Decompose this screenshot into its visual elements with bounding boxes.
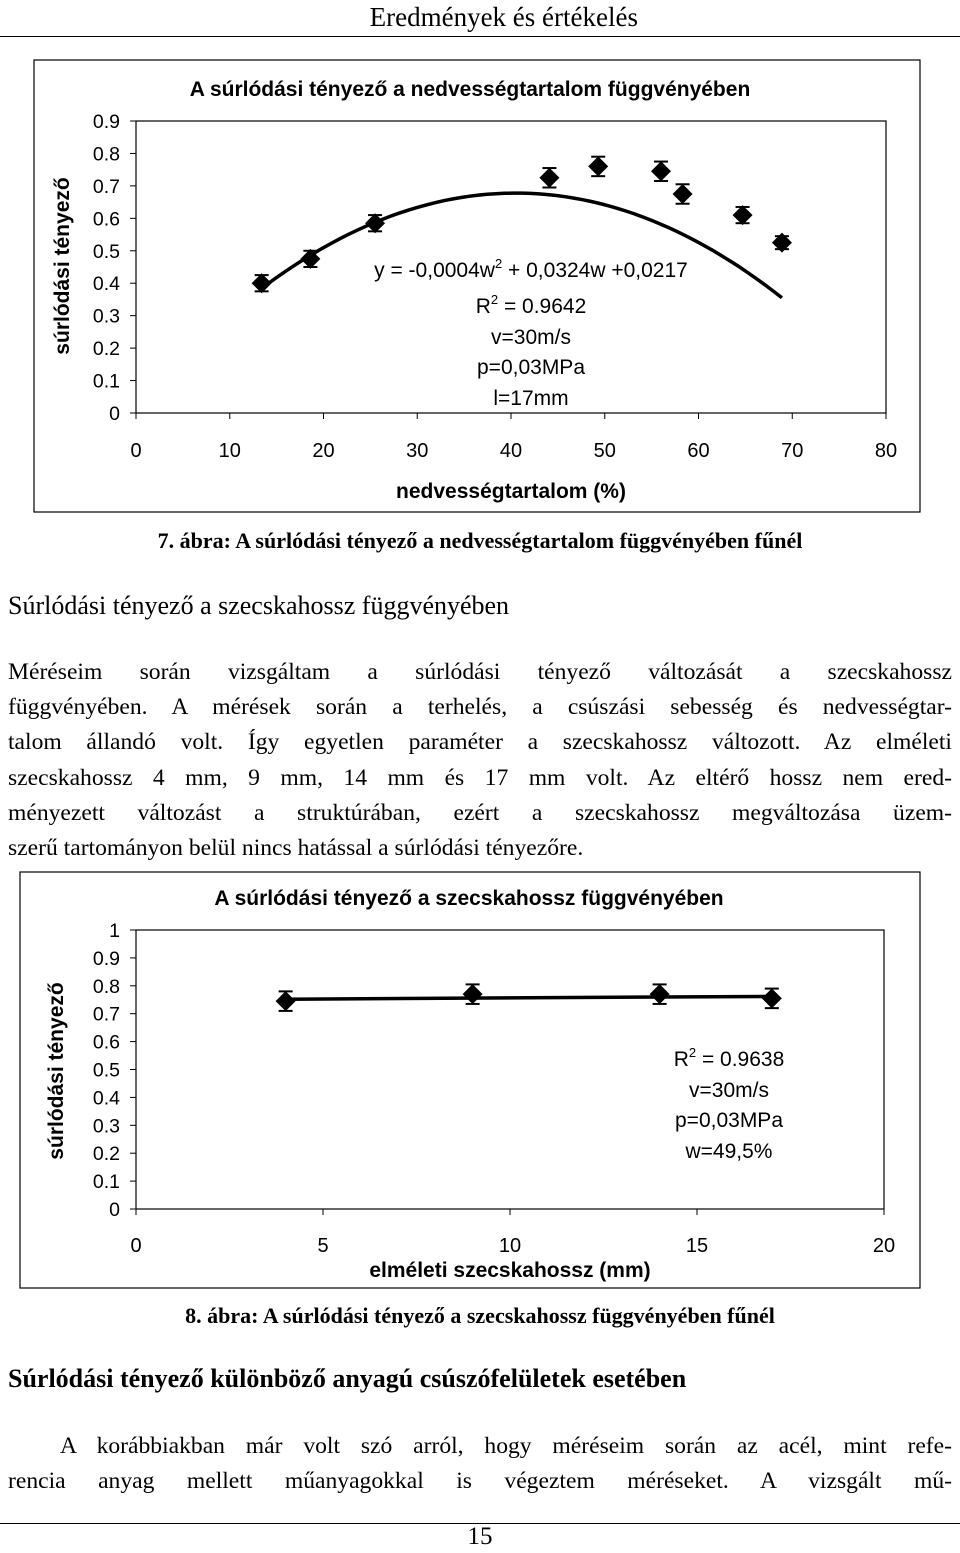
y-tick-label: 0.5 — [92, 1059, 120, 1082]
y-tick-label: 0.5 — [92, 240, 120, 263]
trendline-equation — [374, 256, 688, 282]
trendline — [262, 193, 782, 298]
superscript: 2 — [490, 292, 499, 307]
y-tick-label: 1 — [109, 920, 120, 942]
y-tick-label: 0.8 — [92, 975, 120, 998]
paragraph-line: rencia anyag mellett műanyagokkal is végeztem méréseket. A vizsgált mű- — [8, 1468, 952, 1495]
r-squared — [476, 292, 587, 318]
data-point — [733, 205, 753, 225]
x-tick-label: 60 — [687, 440, 710, 462]
x-axis-label: elméleti szecskahossz (mm) — [369, 1259, 651, 1282]
y-axis-label: súrlódási tényező — [45, 982, 68, 1160]
chart-title: A súrlódási tényező a szecskahossz függvényében — [214, 887, 724, 910]
x-tick-label: 20 — [872, 1235, 896, 1257]
y-tick-label: 0.2 — [92, 1143, 120, 1166]
data-point — [762, 988, 782, 1008]
x-tick-label: 40 — [499, 440, 523, 462]
running-header-title: Eredmények és értékelés — [369, 2, 638, 32]
x-tick-label: 10 — [498, 1235, 522, 1257]
data-point — [276, 991, 296, 1011]
y-tick-label: 0.9 — [92, 111, 120, 133]
x-tick-label: 0 — [130, 440, 142, 462]
chart-title: A súrlódási tényező a nedvességtartalom függvényében — [189, 78, 751, 101]
paragraph-line: Méréseim során vizsgáltam a súrlódási tényező változását a szecskahossz — [8, 659, 952, 685]
r-squared — [674, 1045, 785, 1071]
superscript: 2 — [494, 256, 503, 271]
data-point — [588, 156, 608, 176]
data-point — [463, 984, 483, 1004]
y-tick-label: 0.3 — [92, 1115, 120, 1138]
y-tick-label: 0 — [109, 403, 120, 425]
chart-frame — [20, 872, 920, 1288]
chart-chop-length — [0, 860, 960, 1295]
y-tick-label: 0.3 — [92, 305, 120, 328]
length-label: l=17mm — [493, 387, 569, 410]
annotation-fragment: = 0.9638 — [696, 1048, 785, 1071]
data-point — [650, 984, 670, 1004]
moisture-label: w=49,5% — [685, 1140, 773, 1163]
y-tick-label: 0.7 — [92, 1003, 120, 1026]
x-tick-label: 50 — [593, 440, 616, 462]
section-paragraph-materials — [8, 1429, 952, 1499]
y-axis-label: súrlódási tényező — [51, 177, 74, 355]
x-tick-label: 0 — [130, 1235, 142, 1257]
y-tick-label: 0.2 — [92, 338, 120, 361]
data-point — [539, 168, 559, 188]
section-heading-materials: Súrlódási tényező különböző anyagú csúszófelületek esetében — [8, 1364, 687, 1393]
y-tick-label: 0.6 — [92, 1031, 120, 1054]
section-heading-length: Súrlódási tényező a szecskahossz függvényében — [8, 591, 510, 620]
x-tick-label: 30 — [406, 440, 429, 462]
speed-label: v=30m/s — [491, 326, 571, 349]
page-number: 15 — [467, 1523, 493, 1550]
paragraph-line: talom állandó volt. Így egyetlen paraméter a szecskahossz változott. Az elméleti — [8, 729, 952, 756]
y-tick-label: 0.1 — [92, 370, 120, 393]
x-tick-label: 5 — [317, 1235, 329, 1257]
annotation-fragment: + 0,0324w +0,0217 — [502, 259, 688, 282]
y-tick-label: 0.4 — [92, 1087, 120, 1110]
y-tick-label: 0.8 — [92, 143, 120, 166]
paragraph-line: ményezett változást a struktúrában, ezért a szecskahossz megváltozása üzem- — [8, 799, 952, 826]
annotation-fragment: R — [673, 1048, 689, 1071]
annotation-fragment: y = -0,0004w — [374, 259, 495, 282]
annotation-fragment: R — [475, 295, 491, 318]
trendline — [286, 996, 772, 999]
pressure-label: p=0,03MPa — [675, 1109, 783, 1132]
figure-8-caption: 8. ábra: A súrlódási tényező a szecskahossz függvényében fűnél — [185, 1303, 775, 1328]
x-tick-label: 80 — [874, 440, 898, 462]
x-tick-label: 70 — [781, 440, 804, 462]
y-tick-label: 0.4 — [92, 273, 120, 296]
figure-7-caption: 7. ábra: A súrlódási tényező a nedvességtartalom függvényében fűnél — [157, 528, 803, 553]
data-point — [365, 213, 385, 233]
x-tick-label: 15 — [685, 1235, 709, 1257]
x-tick-label: 20 — [312, 440, 335, 462]
paragraph-line: függvényében. A mérések során a terhelés, a csúszási sebesség és nedvességtar- — [8, 694, 952, 721]
x-axis-label: nedvességtartalom (%) — [396, 480, 626, 503]
paragraph-line: A korábbiakban már volt szó arról, hogy méréseim során az acél, mint refe- — [60, 1433, 952, 1459]
y-tick-label: 0.9 — [92, 947, 120, 970]
section-paragraph-length — [8, 655, 952, 866]
running-header — [0, 0, 960, 37]
paragraph-line: szerű tartományon belül nincs hatással a súrlódási tényezőre. — [8, 835, 584, 862]
x-tick-label: 10 — [218, 440, 241, 462]
data-point — [252, 273, 272, 293]
y-tick-label: 0.1 — [92, 1171, 120, 1194]
data-point — [651, 161, 671, 181]
y-tick-label: 0 — [109, 1199, 120, 1221]
chart-moisture — [0, 45, 960, 520]
pressure-label: p=0,03MPa — [477, 356, 585, 379]
data-point — [673, 184, 693, 204]
annotation-fragment: = 0.9642 — [498, 295, 587, 318]
speed-label: v=30m/s — [689, 1079, 769, 1102]
y-tick-label: 0.6 — [92, 208, 120, 231]
paragraph-line: szecskahossz 4 mm, 9 mm, 14 mm és 17 mm volt. Az eltérő hossz nem ered- — [8, 764, 952, 791]
superscript: 2 — [688, 1045, 697, 1060]
y-tick-label: 0.7 — [92, 175, 120, 198]
